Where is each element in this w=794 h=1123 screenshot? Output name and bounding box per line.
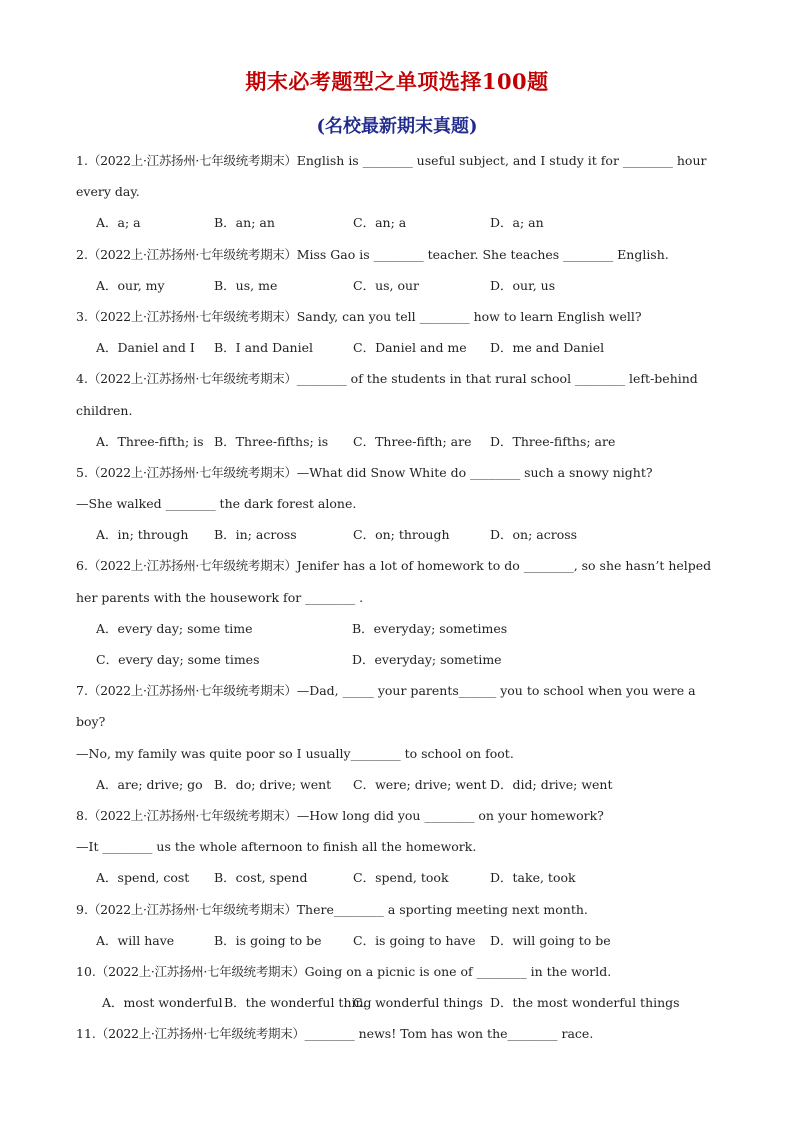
option-a[interactable]: A．Three-fifth; is xyxy=(96,433,204,449)
options-row xyxy=(76,987,726,1018)
page-title: 期末必考题型之单项选择100题 xyxy=(245,69,549,94)
question-number: 5. xyxy=(76,464,88,480)
question-9 xyxy=(76,894,726,925)
question-source: （2022上·江苏扬州·七年级统考期末） xyxy=(95,963,305,979)
question-source: （2022上·江苏扬州·七年级统考期末） xyxy=(95,1026,305,1042)
option-d[interactable]: D．everyday; sometime xyxy=(352,652,502,667)
options-row xyxy=(76,426,726,457)
question-stem: Miss Gao is ________ teacher. She teaches ________ English. xyxy=(296,246,669,262)
option-a[interactable]: A．are; drive; go xyxy=(96,776,203,792)
option-a[interactable]: A．spend, cost xyxy=(96,870,190,886)
question-6 xyxy=(76,550,726,581)
question-2 xyxy=(76,239,726,270)
question-number: 3. xyxy=(76,308,88,324)
option-b[interactable]: B．Three-fifths; is xyxy=(214,433,329,449)
option-b[interactable]: B．I and Daniel xyxy=(214,340,313,356)
option-b[interactable]: B．cost, spend xyxy=(214,870,308,886)
option-d[interactable]: D．a; an xyxy=(490,215,544,231)
question-source: （2022上·江苏扬州·七年级统考期末） xyxy=(87,308,297,324)
option-d[interactable]: D．our, us xyxy=(490,277,556,293)
question-number: 11. xyxy=(76,1026,96,1042)
options-row xyxy=(76,769,726,800)
question-stem: ________ of the students in that rural school ________ left-behind xyxy=(296,371,698,387)
option-c[interactable]: C．us, our xyxy=(353,277,420,293)
question-source: （2022上·江苏扬州·七年级统考期末） xyxy=(87,901,297,917)
question-stem: —How long did you ________ on your homework? xyxy=(296,807,604,823)
option-a[interactable]: A．every day; some time xyxy=(96,620,253,636)
option-c[interactable]: C．every day; some times xyxy=(96,652,260,667)
question-number: 9. xyxy=(76,901,88,917)
question-8 xyxy=(76,800,726,831)
option-c[interactable]: C．were; drive; went xyxy=(353,776,487,792)
option-a[interactable]: A．most wonderful xyxy=(102,995,223,1011)
question-stem-continued: her parents with the housework for ________ . xyxy=(76,589,364,605)
options-row xyxy=(76,519,726,550)
option-a[interactable]: A．in; through xyxy=(96,527,189,543)
question-source: （2022上·江苏扬州·七年级统考期末） xyxy=(87,153,297,168)
option-b[interactable]: B．us, me xyxy=(214,277,278,293)
question-source: （2022上·江苏扬州·七年级统考期末） xyxy=(87,683,297,699)
option-b[interactable]: B．is going to be xyxy=(214,932,322,948)
option-a[interactable]: A．our, my xyxy=(96,277,165,293)
question-source: （2022上·江苏扬州·七年级统考期末） xyxy=(87,807,297,823)
options-row xyxy=(76,925,726,956)
question-number: 6. xyxy=(76,558,88,574)
question-stem: —Dad, _____ your parents______ you to school when you were a xyxy=(296,683,696,699)
option-d[interactable]: D．will going to be xyxy=(490,932,611,948)
question-stem-continued: boy? xyxy=(76,714,106,730)
question-stem-continued: —No, my family was quite poor so I usually________ to school on foot. xyxy=(76,745,514,761)
question-stem: Going on a picnic is one of ________ in the world. xyxy=(304,963,612,979)
option-a[interactable]: A．a; a xyxy=(96,215,141,231)
option-c[interactable]: C．on; through xyxy=(353,527,450,543)
option-c[interactable]: C．wonderful things xyxy=(353,995,483,1011)
question-11 xyxy=(76,1018,726,1049)
question-stem-continued: —She walked ________ the dark forest alone. xyxy=(76,496,357,512)
option-d[interactable]: D．the most wonderful things xyxy=(490,995,680,1011)
question-number: 10. xyxy=(76,963,96,979)
question-3 xyxy=(76,301,726,332)
option-c[interactable]: C．an; a xyxy=(353,215,407,231)
option-c[interactable]: C．is going to have xyxy=(353,932,476,948)
question-stem: There________ a sporting meeting next month. xyxy=(296,901,588,917)
question-list xyxy=(76,145,726,1049)
question-stem: Sandy, can you tell ________ how to learn English well? xyxy=(296,308,642,324)
question-number: 1. xyxy=(76,153,88,168)
option-a[interactable]: A．Daniel and I xyxy=(96,340,195,356)
option-b[interactable]: B．everyday; sometimes xyxy=(352,620,508,636)
question-number: 2. xyxy=(76,246,88,262)
question-number: 7. xyxy=(76,683,88,699)
question-stem: ________ news! Tom has won the________ race. xyxy=(304,1026,594,1042)
question-stem-continued: children. xyxy=(76,402,133,418)
option-c[interactable]: C．Three-fifth; are xyxy=(353,433,472,449)
option-b[interactable]: B．in; across xyxy=(214,527,297,543)
options-row xyxy=(76,613,726,644)
question-10 xyxy=(76,956,726,987)
option-d[interactable]: D．take, took xyxy=(490,870,576,886)
options-row xyxy=(76,207,726,238)
option-b[interactable]: B．the wonderful thing xyxy=(224,995,372,1011)
options-row xyxy=(76,862,726,893)
option-c[interactable]: C．Daniel and me xyxy=(353,340,467,356)
question-source: （2022上·江苏扬州·七年级统考期末） xyxy=(87,558,297,574)
option-b[interactable]: B．an; an xyxy=(214,215,275,231)
option-c[interactable]: C．spend, took xyxy=(353,870,449,886)
option-d[interactable]: D．me and Daniel xyxy=(490,340,605,356)
question-source: （2022上·江苏扬州·七年级统考期末） xyxy=(87,464,297,480)
question-stem-continued: —It ________ us the whole afternoon to finish all the homework. xyxy=(76,839,477,855)
question-source: （2022上·江苏扬州·七年级统考期末） xyxy=(87,371,297,387)
question-number: 4. xyxy=(76,371,88,387)
question-1 xyxy=(76,145,726,176)
option-d[interactable]: D．on; across xyxy=(490,527,578,543)
option-b[interactable]: B．do; drive; went xyxy=(214,776,332,792)
question-number: 8. xyxy=(76,807,88,823)
option-d[interactable]: D．did; drive; went xyxy=(490,776,613,792)
question-7 xyxy=(76,675,726,706)
option-d[interactable]: D．Three-fifths; are xyxy=(490,433,616,449)
question-stem: English is ________ useful subject, and I study it for ________ hour xyxy=(296,153,707,168)
page-subtitle: (名校最新期末真题) xyxy=(316,116,478,137)
options-row xyxy=(76,644,726,675)
question-source: （2022上·江苏扬州·七年级统考期末） xyxy=(87,246,297,262)
option-a[interactable]: A．will have xyxy=(96,932,175,948)
options-row xyxy=(76,332,726,363)
options-row xyxy=(76,270,726,301)
question-stem: —What did Snow White do ________ such a snowy night? xyxy=(296,464,653,480)
question-stem: Jenifer has a lot of homework to do ________, so she hasn’t helped xyxy=(296,558,712,574)
question-stem-continued: every day. xyxy=(76,184,140,200)
question-4 xyxy=(76,363,726,394)
question-5 xyxy=(76,457,726,488)
